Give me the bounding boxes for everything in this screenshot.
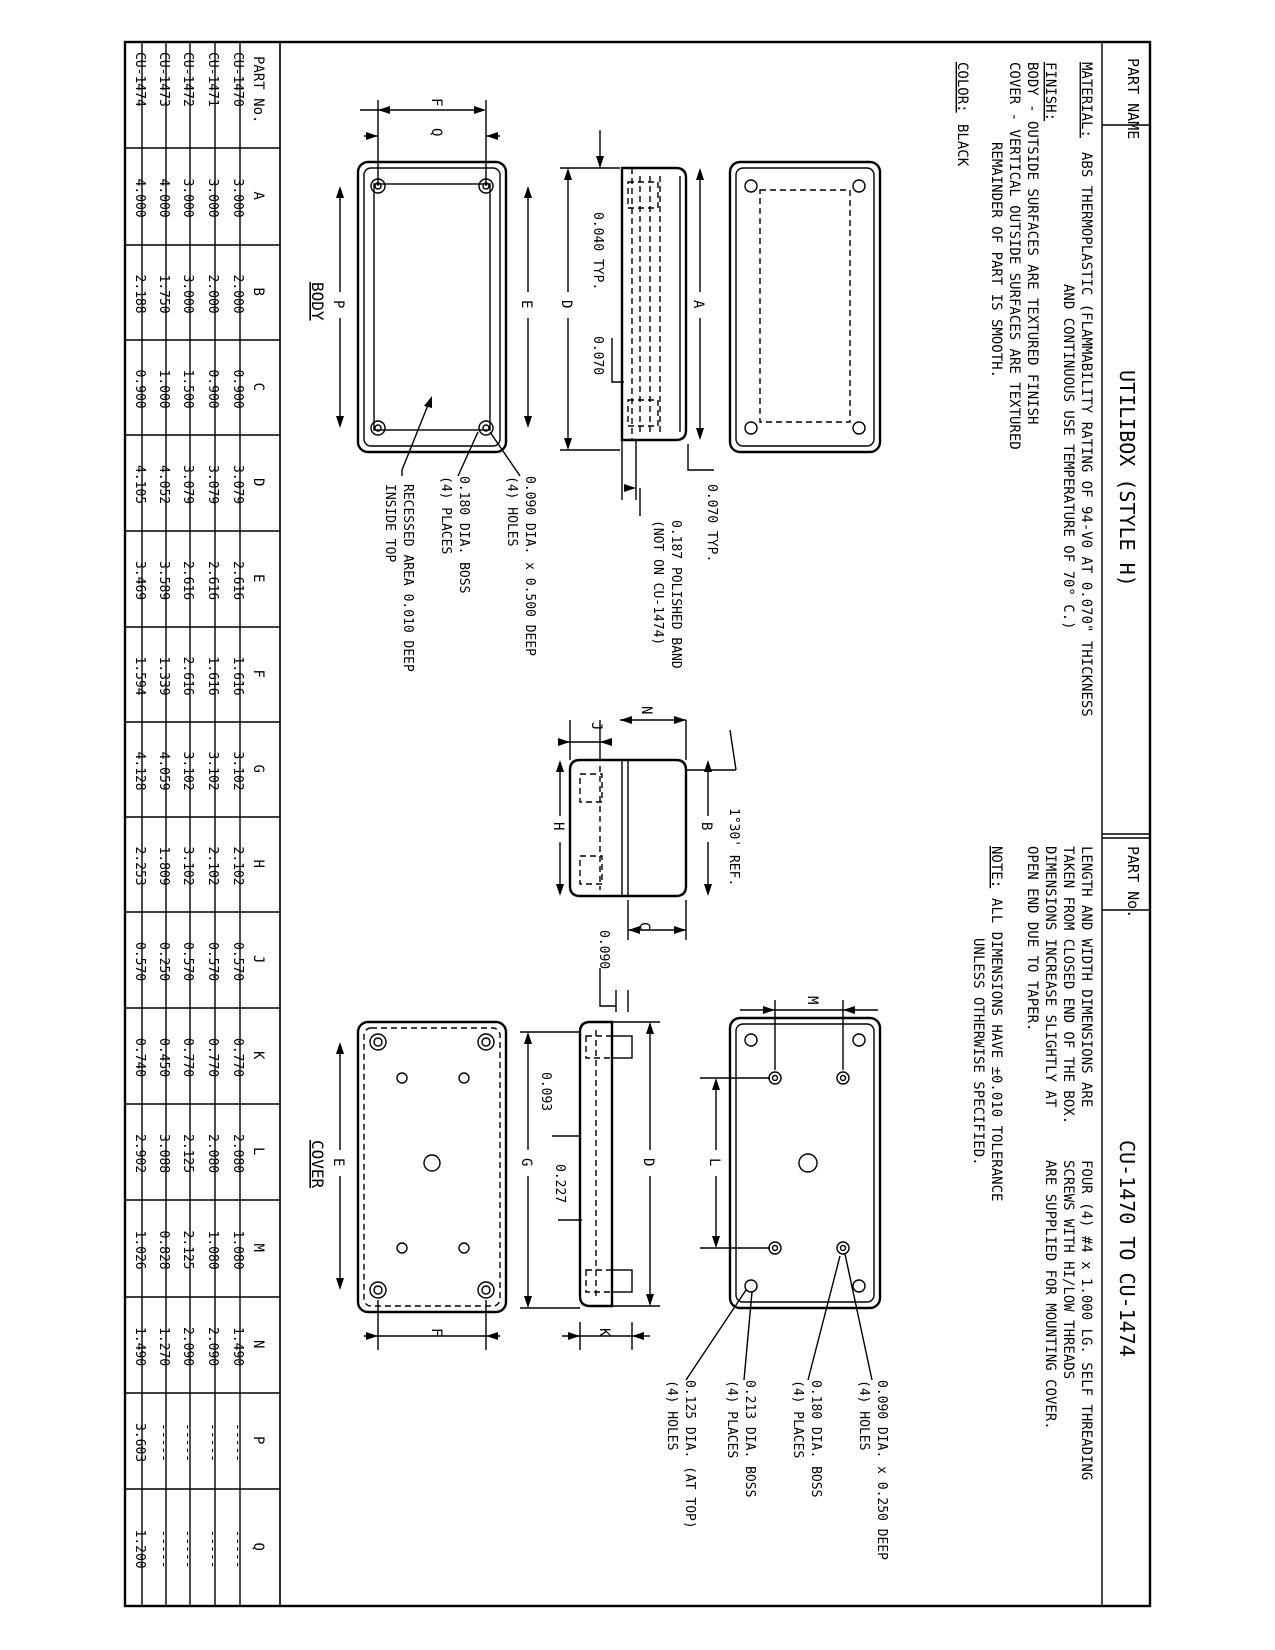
screws-note-3: ARE SUPPLIED FOR MOUNTING COVER.	[1042, 1160, 1058, 1430]
dim-H: H	[550, 822, 566, 831]
table-cell: 3.079	[205, 465, 220, 505]
table-cell: 2.188	[132, 274, 147, 314]
table-cell: 4.128	[132, 751, 147, 791]
color-label: COLOR:	[954, 62, 970, 113]
finish-line-3: REMAINDER OF PART IS SMOOTH.	[988, 142, 1004, 379]
table-cell: 2.102	[205, 846, 220, 886]
table-cell: 3.000	[180, 274, 195, 314]
table-cell: 0.570	[205, 942, 220, 982]
dim-E-cover: E	[330, 1158, 346, 1167]
finish-line-1: BODY - OUTSIDE SURFACES ARE TEXTURED FINISH	[1024, 62, 1040, 425]
dim-K: K	[596, 1328, 612, 1337]
material-line-1: ABS THERMOPLASTIC (FLAMMABILITY RATING OF 94-V0 AT 0.070" THICKNESS	[1078, 152, 1094, 717]
tolerance-line-1: ALL DIMENSIONS HAVE ±0.010 TOLERANCE	[988, 898, 1004, 1202]
table-cell: 1.500	[180, 369, 195, 409]
table-header-l: L	[250, 1147, 266, 1156]
table-header-e: E	[250, 574, 266, 583]
table-cell: 2.616	[205, 561, 220, 601]
length-note-3: DIMENSIONS INCREASE SLIGHTLY AT	[1042, 846, 1058, 1108]
dim-0227: 0.227	[552, 1164, 567, 1204]
table-cell: 2.902	[132, 1134, 147, 1174]
dim-F-cover: F	[428, 1328, 444, 1337]
finish-line-2: COVER - VERTICAL OUTSIDE SURFACES ARE TEXTURED	[1006, 62, 1022, 450]
dim-P: P	[330, 300, 346, 309]
dim-C: C	[636, 922, 652, 931]
table-cell: -----	[156, 1529, 171, 1569]
dim-M: M	[804, 996, 820, 1005]
table-cell: 1.490	[230, 1327, 245, 1367]
table-cell: 3.603	[132, 1423, 147, 1463]
cover-boss213-note-1: 0.213 DIA. BOSS	[742, 1380, 757, 1498]
table-header-d: D	[250, 478, 266, 487]
table-header-part-no-: PART No.	[250, 56, 266, 124]
cover-view-label: COVER	[308, 1140, 327, 1189]
body-holes-note-1: 0.090 DIA. x 0.500 DEEP	[522, 476, 537, 657]
table-cell: 1.200	[132, 1529, 147, 1569]
body-view-label: BODY	[308, 282, 327, 321]
length-note-1: LENGTH AND WIDTH DIMENSIONS ARE	[1078, 846, 1094, 1108]
dim-B: B	[698, 822, 714, 831]
table-cell: CU-1474	[132, 52, 147, 107]
table-cell: 0.828	[156, 1230, 171, 1270]
table-cell: 3.079	[230, 465, 245, 505]
table-cell: 1.080	[205, 1230, 220, 1270]
table-cell: 3.000	[180, 178, 195, 218]
dim-L: L	[706, 1158, 722, 1167]
table-header-j: J	[250, 955, 266, 964]
table-cell: 2.616	[180, 561, 195, 601]
table-cell: -----	[230, 1529, 245, 1569]
table-cell: -----	[180, 1529, 195, 1569]
table-cell: -----	[230, 1423, 245, 1463]
table-cell: 1.809	[156, 846, 171, 886]
band-note-1: 0.187 POLISHED BAND	[668, 520, 683, 669]
table-cell: 2.616	[230, 561, 245, 601]
cover-holes-note-2: (4) HOLES	[856, 1380, 871, 1451]
table-cell: 0.770	[205, 1038, 220, 1078]
cover-hole125-note-1: 0.125 DIA. (AT TOP)	[682, 1380, 697, 1529]
table-cell: -----	[205, 1423, 220, 1463]
dim-F-body: F	[428, 98, 444, 107]
dim-0093: 0.093	[538, 1072, 553, 1112]
tolerance-line-2: UNLESS OTHERWISE SPECIFIED.	[970, 938, 986, 1166]
table-cell: 0.570	[230, 942, 245, 982]
table-cell: 3.000	[205, 178, 220, 218]
table-cell: 3.000	[230, 178, 245, 218]
table-cell: -----	[205, 1529, 220, 1569]
table-cell: 3.102	[230, 751, 245, 791]
table-header-h: H	[250, 859, 266, 868]
cover-boss213-note-2: (4) PLACES	[724, 1380, 739, 1459]
band-note-2: (NOT ON CU-1474)	[650, 520, 665, 646]
table-cell: 0.450	[156, 1038, 171, 1078]
dim-A-body: A	[690, 300, 706, 309]
table-cell: 4.105	[132, 465, 147, 505]
table-cell: 2.616	[180, 656, 195, 696]
table-cell: 3.088	[156, 1134, 171, 1174]
table-cell: 1.490	[132, 1327, 147, 1367]
dim-G: G	[518, 1158, 534, 1167]
table-header-n: N	[250, 1340, 266, 1349]
dim-0070: 0.070	[590, 336, 605, 376]
finish-label: FINISH:	[1042, 62, 1058, 122]
table-cell: 4.052	[156, 465, 171, 505]
screws-note-1: FOUR (4) #4 x 1.000 LG. SELF THREADING	[1078, 1160, 1094, 1481]
table-cell: -----	[180, 1423, 195, 1463]
body-holes-note-2: (4) HOLES	[504, 476, 519, 547]
table-cell: 0.570	[180, 942, 195, 982]
table-cell: CU-1472	[180, 52, 195, 107]
table-cell: 1.616	[230, 656, 245, 696]
table-cell: 0.900	[205, 369, 220, 409]
table-cell: 2.253	[132, 846, 147, 886]
table-cell: 2.090	[205, 1327, 220, 1367]
table-cell: 1.594	[132, 656, 147, 696]
table-header-k: K	[250, 1051, 266, 1060]
table-cell: 2.125	[180, 1230, 195, 1270]
part-no-label: PART No.	[1124, 846, 1142, 919]
table-cell: 2.080	[230, 1134, 245, 1174]
table-cell: 0.770	[180, 1038, 195, 1078]
dim-D-body: D	[558, 300, 574, 309]
table-cell: 3.079	[180, 465, 195, 505]
table-cell: CU-1473	[156, 52, 171, 107]
length-note-2: TAKEN FROM CLOSED END OF THE BOX.	[1060, 846, 1076, 1125]
cover-hole125-note-2: (4) HOLES	[664, 1380, 679, 1451]
table-cell: 3.102	[205, 751, 220, 791]
dim-0090: 0.090	[596, 930, 611, 970]
table-cell: 2.000	[205, 274, 220, 314]
cover-boss180-note-1: 0.180 DIA. BOSS	[808, 1380, 823, 1498]
screws-note-2: SCREWS WITH HI/LOW THREADS	[1060, 1160, 1076, 1380]
table-cell: 1.000	[156, 369, 171, 409]
table-cell: 3.102	[180, 846, 195, 886]
table-cell: CU-1471	[205, 52, 220, 107]
table-cell: 4.059	[156, 751, 171, 791]
table-cell: 1.339	[156, 656, 171, 696]
table-cell: 4.000	[132, 178, 147, 218]
dim-E-body: E	[518, 300, 534, 309]
table-cell: 2.102	[230, 846, 245, 886]
table-header-g: G	[250, 764, 266, 773]
table-cell: 3.469	[132, 561, 147, 601]
part-name: UTILIBOX (STYLE H)	[1115, 370, 1139, 587]
table-cell: 2.125	[180, 1134, 195, 1174]
table-cell: 2.080	[205, 1134, 220, 1174]
table-cell: 0.770	[230, 1038, 245, 1078]
dim-J: J	[588, 722, 604, 731]
table-cell: 4.000	[156, 178, 171, 218]
table-cell: 2.090	[180, 1327, 195, 1367]
table-header-q: Q	[250, 1542, 266, 1551]
table-cell: 1.080	[230, 1230, 245, 1270]
table-header-m: M	[250, 1243, 266, 1252]
color-value: BLACK	[954, 124, 970, 167]
table-header-f: F	[250, 669, 266, 678]
table-cell: 3.589	[156, 561, 171, 601]
table-cell: 0.900	[230, 369, 245, 409]
table-cell: 1.026	[132, 1230, 147, 1270]
dim-0040-typ: 0.040 TYP.	[590, 212, 605, 291]
table-header-p: P	[250, 1436, 266, 1445]
material-label: MATERIAL:	[1078, 62, 1094, 138]
table-header-b: B	[250, 287, 266, 296]
part-name-label: PART NAME	[1124, 58, 1142, 140]
table-cell: 3.102	[180, 751, 195, 791]
material-line-2: AND CONTINUOUS USE TEMPERATURE OF 70° C.)	[1060, 284, 1076, 630]
table-cell: 1.616	[205, 656, 220, 696]
length-note-4: OPEN END DUE TO TAPER.	[1024, 846, 1040, 1032]
table-header-c: C	[250, 382, 266, 391]
table-cell: 0.740	[132, 1038, 147, 1078]
dim-0070-typ: 0.070 TYP.	[704, 484, 719, 563]
draft-angle: 1°30' REF.	[726, 808, 741, 887]
table-header-a: A	[250, 191, 266, 200]
table-cell: -----	[156, 1423, 171, 1463]
table-cell: 2.000	[230, 274, 245, 314]
dim-D-cover: D	[640, 1158, 656, 1167]
tolerance-label: NOTE:	[988, 846, 1004, 889]
table-cell: 1.270	[156, 1327, 171, 1367]
recess-note-1: RECESSED AREA 0.010 DEEP	[400, 484, 415, 672]
dim-Q: Q	[428, 128, 444, 137]
recess-note-2: INSIDE TOP	[382, 484, 397, 563]
body-boss-note-1: 0.180 DIA. BOSS	[456, 476, 471, 594]
table-cell: 0.570	[132, 942, 147, 982]
part-no: CU-1470 TO CU-1474	[1115, 1140, 1139, 1357]
cover-boss180-note-2: (4) PLACES	[790, 1380, 805, 1459]
table-cell: 0.250	[156, 942, 171, 982]
cover-holes-note-1: 0.090 DIA. x 0.250 DEEP	[874, 1380, 889, 1561]
body-boss-note-2: (4) PLACES	[438, 476, 453, 555]
dim-N: N	[638, 706, 654, 715]
table-cell: CU-1470	[230, 52, 245, 107]
table-cell: 0.900	[132, 369, 147, 409]
table-cell: 1.750	[156, 274, 171, 314]
